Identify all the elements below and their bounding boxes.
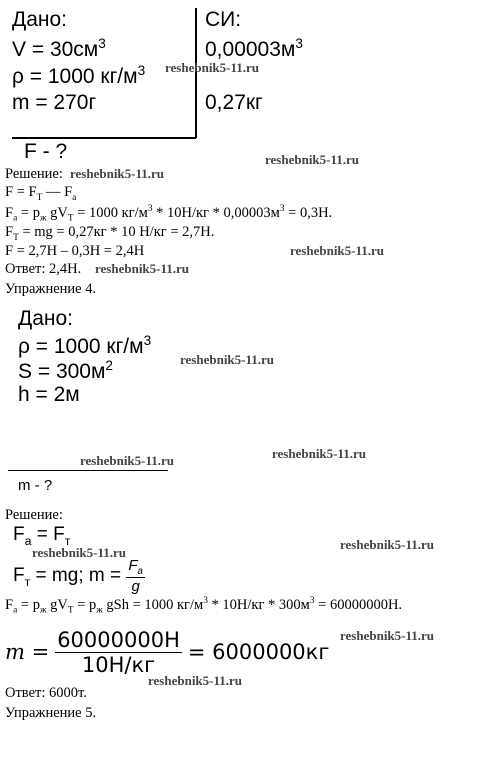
solution-title-2: Решение: bbox=[5, 507, 63, 523]
mass-formula-line: $F_т$ = mg; m = $\frac{F_a}{g}$ bbox=[13, 557, 143, 595]
watermark: reshebnik5-11.ru bbox=[70, 166, 165, 181]
mass-calculation: m = $\frac{60000000H}{10H/кг}$ = 6000000кг bbox=[5, 627, 330, 677]
exercise-4-heading: Упражнение 4. bbox=[5, 281, 97, 297]
volume-si: $0,00003м^3$ bbox=[205, 36, 303, 61]
watermark: reshebnik5-11.ru bbox=[80, 453, 175, 468]
watermark: reshebnik5-11.ru bbox=[95, 261, 190, 276]
result-force-line: F = 2,7Н – 0,3Н = 2,4Н bbox=[5, 243, 145, 259]
si-header: СИ: bbox=[205, 8, 242, 31]
density-given: ρ = 1000 $кг/м^3$ bbox=[12, 63, 146, 88]
archimedes-force-line: $F_a = p_ж$ $gV_T = 1000$ $кг/м^3 * 10Н/кг * 0,00003м^3 = 0,3Н$. bbox=[5, 204, 333, 224]
given-header: Дано: bbox=[12, 8, 68, 31]
area-given: $S = 300м^2$ bbox=[18, 358, 114, 383]
find-mass: m - ? bbox=[18, 477, 53, 494]
watermark: reshebnik5-11.ru bbox=[265, 152, 360, 167]
gravity-force-line: $F_T$ = mg = 0,27кг * 10 Н/кг = 2,7Н. bbox=[5, 224, 215, 243]
watermark: reshebnik5-11.ru bbox=[165, 60, 260, 75]
answer-2: Ответ: 6000т. bbox=[5, 685, 87, 701]
exercise-5-heading: Упражнение 5. bbox=[5, 705, 97, 721]
table-horizontal-divider bbox=[12, 137, 196, 139]
archimedes-force-line-2: $F_a = p_ж$ $gV_T = p_ж$ gSh = 1000 $кг/м^3 * 10Н/кг * 300м^3 = 60000000Н$. bbox=[5, 596, 403, 616]
watermark: reshebnik5-11.ru bbox=[180, 352, 275, 367]
find-force: F - ? bbox=[24, 140, 68, 163]
formula-line: $F = F_T$ — $F_a$ bbox=[5, 184, 77, 203]
solution-title: Решение: bbox=[5, 166, 63, 182]
watermark: reshebnik5-11.ru bbox=[272, 446, 367, 461]
watermark: reshebnik5-11.ru bbox=[290, 243, 385, 258]
watermark: reshebnik5-11.ru bbox=[340, 537, 435, 552]
answer-1: Ответ: 2,4Н. bbox=[5, 261, 82, 277]
watermark: reshebnik5-11.ru bbox=[148, 673, 243, 688]
given-divider-2 bbox=[8, 470, 168, 471]
given-header-2: Дано: bbox=[18, 307, 74, 330]
density-given-2: ρ = 1000 $кг/м^3$ bbox=[18, 333, 152, 358]
mass-si: 0,27кг bbox=[205, 91, 263, 114]
watermark: reshebnik5-11.ru bbox=[340, 628, 435, 643]
height-given: h = 2м bbox=[18, 383, 80, 406]
force-equality-line: $F_a = F_т$ bbox=[13, 524, 71, 548]
watermark: reshebnik5-11.ru bbox=[32, 545, 127, 560]
volume-given: $V = 30см^3$ bbox=[12, 36, 106, 61]
mass-given: m = 270г bbox=[12, 91, 97, 114]
